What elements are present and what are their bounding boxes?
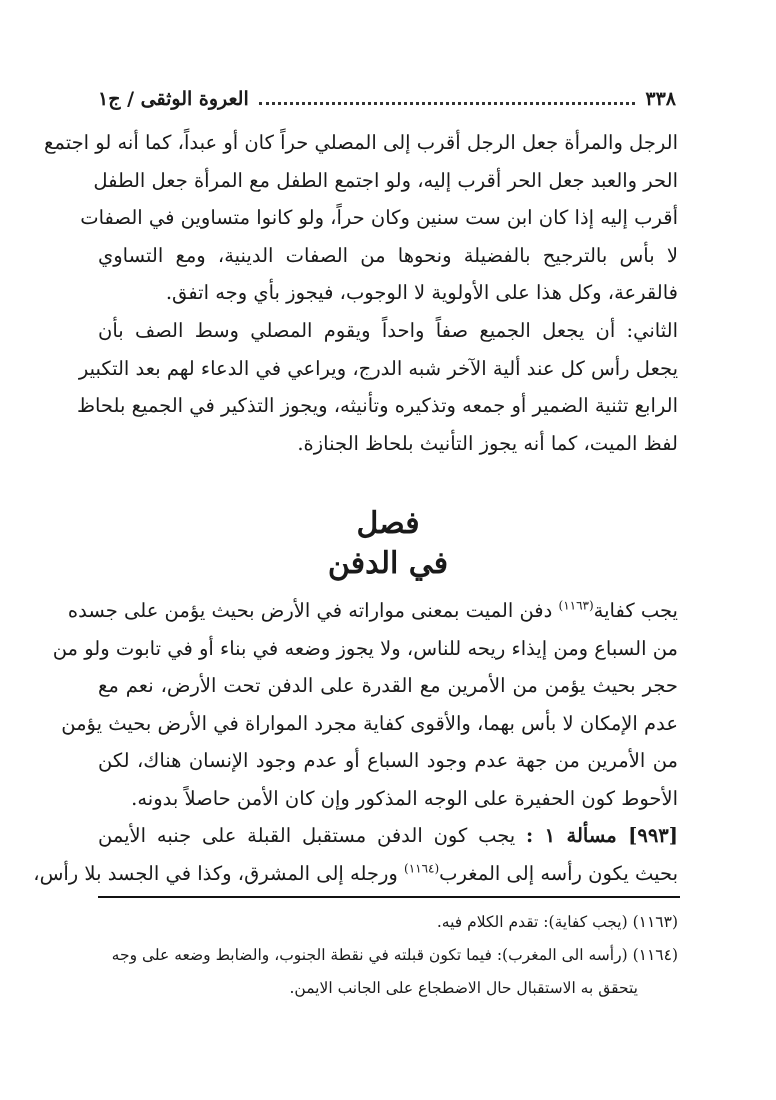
line-text: ورجله إلى المشرق، وكذا في الجسد بلا رأس، [33,861,405,885]
footnote-ref-1163[interactable]: (١١٦٣) [558,598,594,613]
footnote-1164: (١١٦٤) (رأسه الى المغرب): فيما تكون قبلته في نقطة الجنوب، والضابط وضعه على وجه [111,946,678,964]
section-subheading: في الدفن [327,546,449,581]
text-line: يجعل رأس كل عند ألية الآخر شبه الدرج، ويراعي في الدعاء لهم بعد التكبير [78,356,678,380]
text-line: الثاني: أن يجعل الجميع صفاً واحداً ويقوم المصلي وسط الصف بأن [98,319,678,342]
book-title: العروة الوثقى / ج١ [98,88,249,110]
paragraph-2 [76,312,678,462]
header-dotted-leader [259,102,636,105]
line-text: دفن الميت بمعنى مواراته في الأرض بحيث يؤمن على جسده [67,599,559,622]
text-line: الأحوط كون الحفيرة على الوجه المذكور وإن كان الأمن حاصلاً بدونه. [131,786,678,810]
text-line: الحر والعبد جعل الحر أقرب إليه، ولو اجتمع الطفل مع المرأة جعل الطفل [93,168,678,192]
footnote-1164-continued: يتحقق به الاستقبال حال الاضطجاع على الجانب الايمن. [289,979,638,997]
line-text: يجب كون الدفن مستقبل القبلة على جنبه الأيمن [98,824,527,847]
text-line [98,817,678,855]
text-line: الرجل والمرأة جعل الرجل أقرب إلى المصلي حراً كان أو عبداً، كما أنه لو اجتمع [44,131,678,154]
text-line: لفظ الميت، كما أنه يجوز التأنيث بلحاظ الجنازة. [297,431,678,455]
line-text: بحيث يكون رأسه إلى المغرب [439,861,678,885]
paragraph-3 [33,592,679,892]
footnote-ref-1164[interactable]: (١١٦٤) [404,861,440,875]
section-heading: فصل [356,506,420,541]
issue-label: [٩٩٣] مسألة ١ : [526,824,679,847]
text-line [33,855,678,893]
text-line: من السباع ومن إيذاء ريحه للناس، ولا يجوز وضعه في بناء أو في تابوت ولو من [52,636,678,660]
paragraph-1 [44,124,678,312]
page-number: ٣٣٨ [645,88,676,110]
page-header [98,80,676,118]
text-line: أقرب إليه إذا كان ابن ست سنين وكان حراً، ولو كانوا متساوين في الصفات [80,206,678,229]
footnote-divider [98,896,680,898]
text-line: فالقرعة، وكل هذا على الأولوية لا الوجوب، فيجوز بأي وجه اتفق. [165,281,678,304]
text-line: من الأمرين من جهة عدم وجود السباع أو عدم وجود الإنسان هناك، لكن [98,749,678,772]
text-line: لا بأس بالترجيح بالفضيلة ونحوها من الصفات الدينية، ومع التساوي [98,243,678,267]
text-line: حجر بحيث يؤمن من الأمرين مع القدرة على الدفن تحت الأرض، نعم مع [98,674,678,697]
footnote-1163: (١١٦٣) (يجب كفاية): تقدم الكلام فيه. [436,913,678,931]
line-text: يجب كفاية [593,599,678,622]
text-line: الرابع تثنية الضمير أو جمعه وتذكيره وتأنيثه، ويجوز التذكير في الجميع بلحاظ [76,394,678,417]
text-line: عدم الإمكان لا بأس بهما، والأقوى كفاية مجرد المواراة في الأرض بحيث يؤمن [61,711,678,735]
text-line [67,592,678,630]
footnotes [98,906,678,1005]
